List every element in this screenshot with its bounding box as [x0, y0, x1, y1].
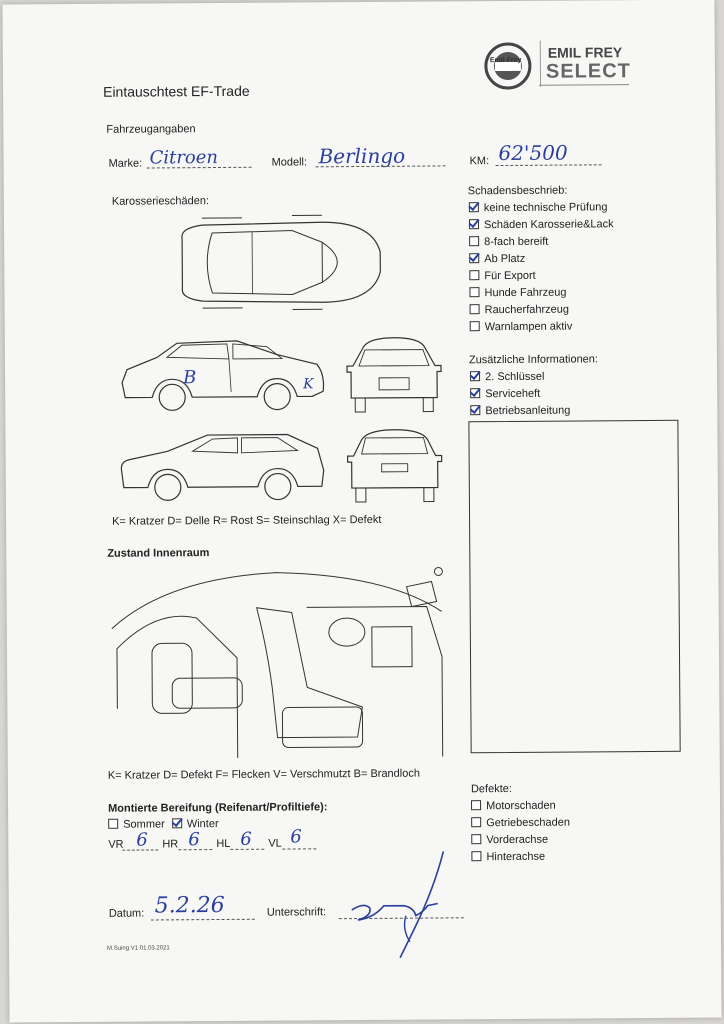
checkbox-checked[interactable] — [469, 202, 479, 212]
list-item[interactable] — [471, 832, 570, 850]
defekte-list — [471, 798, 570, 867]
list-item[interactable] — [469, 199, 614, 217]
checkbox[interactable] — [471, 834, 481, 844]
modell-label: Modell: — [271, 156, 308, 169]
unterschrift-label: Unterschrift: — [266, 906, 327, 919]
car-interior-icon — [106, 566, 447, 763]
checkbox[interactable] — [470, 304, 480, 314]
list-item[interactable] — [469, 267, 614, 285]
datum-line — [151, 919, 255, 921]
page-title: Eintauschtest EF-Trade — [103, 82, 250, 100]
list-item[interactable] — [471, 849, 570, 867]
checkbox-checked[interactable] — [470, 405, 480, 415]
list-item[interactable] — [471, 815, 570, 833]
car-top-view-icon — [172, 212, 385, 313]
list-item[interactable] — [470, 318, 615, 336]
marke-line — [147, 167, 252, 169]
marke-value[interactable]: Citroen — [149, 146, 219, 169]
vl-label: VL — [268, 837, 282, 850]
winter-label: Winter — [186, 818, 219, 831]
checkbox-checked[interactable] — [470, 371, 480, 381]
vr-label: VR — [108, 838, 124, 851]
list-item[interactable] — [469, 250, 614, 268]
defekte-title: Defekte: — [470, 782, 512, 796]
km-label: KM: — [469, 155, 490, 168]
marke-label: Marke: — [108, 157, 143, 170]
checkbox[interactable] — [471, 851, 481, 861]
datum-label: Datum: — [108, 907, 145, 920]
list-item[interactable] — [469, 233, 614, 251]
vr-line — [122, 849, 158, 850]
damage-mark-b: B — [182, 367, 197, 389]
body-damage-legend: K= Kratzer D= Delle R= Rost S= Steinschlag X= Defekt — [112, 513, 382, 528]
hl-line — [230, 849, 264, 850]
hr-line — [178, 849, 212, 850]
checkbox[interactable] — [469, 236, 479, 246]
car-right-side-icon — [117, 336, 328, 417]
modell-value[interactable]: Berlingo — [318, 143, 406, 169]
body-damage-title: Karosserieschäden: — [111, 195, 210, 208]
checkbox[interactable] — [469, 287, 479, 297]
list-item[interactable] — [470, 386, 570, 404]
emil-frey-logo-icon — [483, 41, 533, 91]
list-item-label: Schäden Karosserie&Lack — [483, 218, 614, 232]
checkbox[interactable] — [469, 270, 479, 280]
list-item-label: Hunde Fahrzeug — [484, 286, 567, 300]
winter-checkbox[interactable] — [172, 818, 182, 828]
hr-label: HR — [162, 838, 179, 851]
list-item-label: Getriebeschaden — [486, 816, 571, 830]
list-item-label: Raucherfahrzeug — [484, 303, 570, 317]
hl-label: HL — [216, 837, 231, 851]
list-item-label: Für Export — [484, 269, 536, 283]
list-item-label: Vorderachse — [486, 833, 549, 847]
checkbox[interactable] — [471, 817, 481, 827]
vr-value[interactable]: 6 — [136, 829, 148, 851]
sommer-checkbox[interactable] — [108, 819, 118, 829]
schadensbeschrieb-title: Schadensbeschrieb: — [467, 184, 568, 198]
vl-value[interactable]: 6 — [290, 826, 302, 848]
list-item[interactable] — [470, 403, 570, 421]
km-value[interactable]: 62'500 — [498, 140, 568, 166]
vl-line — [282, 848, 316, 849]
interior-title: Zustand Innenraum — [107, 547, 210, 560]
form-sheet — [2, 0, 721, 1022]
notes-box[interactable] — [468, 420, 680, 753]
list-item[interactable] — [469, 216, 614, 234]
brand-name: EMIL FREY — [547, 44, 623, 61]
signature-icon[interactable] — [343, 849, 454, 960]
list-item-label: Ab Platz — [484, 252, 526, 266]
zusatz-list — [470, 369, 570, 421]
sommer-label: Sommer — [123, 818, 165, 831]
zusatz-title: Zusätzliche Informationen: — [468, 353, 599, 367]
logo-divider — [540, 41, 541, 87]
list-item-label: keine technische Prüfung — [483, 201, 608, 215]
list-item[interactable] — [470, 301, 615, 319]
car-front-view-icon — [343, 335, 446, 414]
km-line — [496, 164, 602, 166]
checkbox-checked[interactable] — [469, 219, 479, 229]
tire-type-row — [108, 816, 219, 834]
list-item-label: 2. Schlüssel — [485, 370, 545, 384]
logo-underline — [539, 84, 629, 86]
interior-legend: K= Kratzer D= Defekt F= Flecken V= Verschmutzt B= Brandloch — [107, 767, 421, 782]
car-left-side-icon — [117, 430, 328, 507]
checkbox[interactable] — [471, 800, 481, 810]
list-item-label: Motorschaden — [486, 799, 556, 813]
brand-select: SELECT — [545, 60, 631, 83]
list-item[interactable] — [470, 369, 570, 387]
list-item[interactable] — [469, 284, 614, 302]
vehicle-section-title: Fahrzeugangaben — [106, 123, 196, 136]
schadensbeschrieb-list — [469, 199, 615, 336]
hl-value[interactable]: 6 — [240, 828, 252, 850]
damage-mark-k: K — [303, 376, 314, 393]
logo-small-text: Emil Frey — [489, 56, 522, 65]
checkbox-checked[interactable] — [469, 253, 479, 263]
list-item[interactable] — [471, 798, 570, 816]
hr-value[interactable]: 6 — [188, 829, 200, 851]
list-item-label: Hinterachse — [486, 850, 546, 864]
datum-value[interactable]: 5.2.26 — [154, 892, 225, 919]
tires-title: Montierte Bereifung (Reifenart/Profiltiefe): — [108, 801, 328, 815]
list-item-label: 8-fach bereift — [484, 235, 549, 249]
list-item-label: Serviceheft — [485, 387, 541, 401]
list-item-label: Warnlampen aktiv — [484, 320, 573, 334]
checkbox-checked[interactable] — [470, 388, 480, 398]
car-rear-view-icon — [343, 427, 446, 506]
checkbox[interactable] — [470, 321, 480, 331]
list-item-label: Betriebsanleitung — [485, 404, 571, 418]
version-text: M.Suing V1 01.03.2021 — [107, 945, 170, 952]
